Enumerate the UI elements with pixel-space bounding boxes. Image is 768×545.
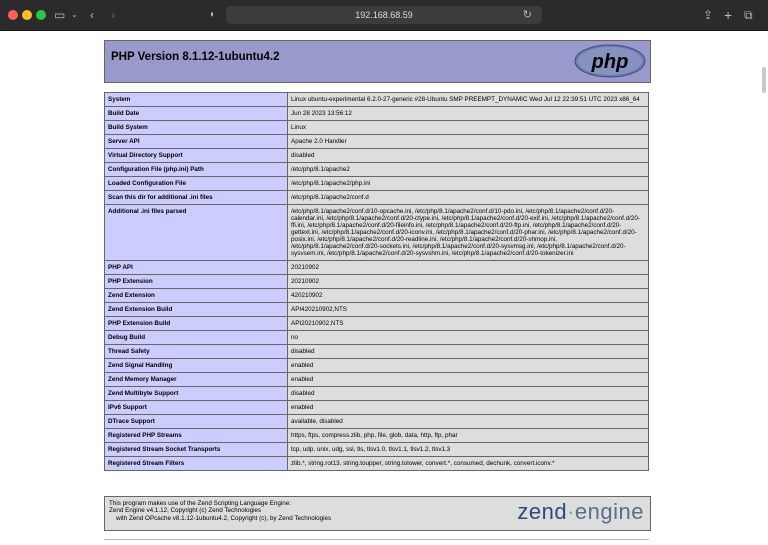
address-bar[interactable] xyxy=(226,6,542,24)
table-row xyxy=(105,135,649,149)
table-row xyxy=(105,93,649,107)
table-row xyxy=(105,457,649,471)
row-value: tcp, udp, unix, udg, ssl, tls, tlsv1.0, tlsv1.1, tlsv1.2, tlsv1.3 xyxy=(288,443,649,457)
close-window-button[interactable] xyxy=(8,10,18,20)
row-value: 420210902 xyxy=(288,289,649,303)
row-label: Loaded Configuration File xyxy=(105,177,288,191)
php-logo-icon xyxy=(574,44,646,78)
row-label: Registered Stream Socket Transports xyxy=(105,443,288,457)
row-label: Configuration File (php.ini) Path xyxy=(105,163,288,177)
row-label: Scan this dir for additional .ini files xyxy=(105,191,288,205)
scrollbar[interactable] xyxy=(762,67,766,93)
row-value: /etc/php/8.1/apache2/php.ini xyxy=(288,177,649,191)
row-label: Debug Build xyxy=(105,331,288,345)
row-label: PHP API xyxy=(105,261,288,275)
row-value: Linux ubuntu-experimental 6.2.0-27-generic #28-Ubuntu SMP PREEMPT_DYNAMIC Wed Jul 12 22:39:51 UTC 2023 x86_64 xyxy=(288,93,649,107)
row-label: Zend Signal Handling xyxy=(105,359,288,373)
table-row xyxy=(105,205,649,261)
row-label: Thread Safety xyxy=(105,345,288,359)
row-label: Additional .ini files parsed xyxy=(105,205,288,261)
row-label: Zend Multibyte Support xyxy=(105,387,288,401)
row-value: zlib.*, string.rot13, string.toupper, string.tolower, convert.*, consumed, dechunk, convert.iconv.* xyxy=(288,457,649,471)
share-icon[interactable]: ⇪ xyxy=(703,8,714,22)
table-row xyxy=(105,443,649,457)
table-row xyxy=(105,191,649,205)
table-row xyxy=(105,401,649,415)
row-value: API420210902,NTS xyxy=(288,303,649,317)
table-row xyxy=(105,317,649,331)
row-value: disabled xyxy=(288,345,649,359)
zend-credits-text xyxy=(109,500,331,522)
row-label: Registered Stream Filters xyxy=(105,457,288,471)
privacy-shield-icon[interactable]: ◑ xyxy=(208,9,215,20)
chevron-down-icon[interactable]: ⌄ xyxy=(71,10,78,19)
table-row xyxy=(105,149,649,163)
row-value: available, disabled xyxy=(288,415,649,429)
row-value: 20210902 xyxy=(288,275,649,289)
zend-logo-word: zend xyxy=(517,499,568,524)
engine-logo-word: engine xyxy=(574,499,644,524)
row-value: Jun 28 2023 13:56:12 xyxy=(288,107,649,121)
table-row xyxy=(105,107,649,121)
zoom-window-button[interactable] xyxy=(36,10,46,20)
zend-line-1: This program makes use of the Zend Scripting Language Engine: xyxy=(109,500,292,507)
row-value: disabled xyxy=(288,387,649,401)
row-value: Apache 2.0 Handler xyxy=(288,135,649,149)
row-value: /etc/php/8.1/apache2 xyxy=(288,163,649,177)
phpinfo-table xyxy=(104,92,649,471)
table-row xyxy=(105,429,649,443)
row-label: Build System xyxy=(105,121,288,135)
page-title: PHP Version 8.1.12-1ubuntu4.2 xyxy=(111,51,280,63)
zend-line-2: Zend Engine v4.1.12, Copyright (c) Zend Technologies xyxy=(109,507,262,515)
forward-button[interactable]: › xyxy=(111,8,115,22)
table-row xyxy=(105,415,649,429)
zend-engine-logo: zend·engine xyxy=(517,499,644,524)
table-row xyxy=(105,387,649,401)
back-button[interactable]: ‹ xyxy=(90,8,94,22)
table-row xyxy=(105,275,649,289)
row-value: https, ftps, compress.zlib, php, file, glob, data, http, ftp, phar xyxy=(288,429,649,443)
table-row xyxy=(105,303,649,317)
row-value: Linux xyxy=(288,121,649,135)
row-value: enabled xyxy=(288,401,649,415)
browser-toolbar xyxy=(0,0,768,31)
row-label: PHP Extension xyxy=(105,275,288,289)
row-label: Zend Extension xyxy=(105,289,288,303)
zend-line-3: with Zend OPcache v8.1.12-1ubuntu4.2, Copyright (c), by Zend Technologies xyxy=(116,514,332,522)
table-row xyxy=(105,289,649,303)
new-tab-button[interactable]: + xyxy=(724,7,733,23)
php-logo-text: php xyxy=(591,51,629,73)
row-value: enabled xyxy=(288,373,649,387)
row-label: PHP Extension Build xyxy=(105,317,288,331)
row-value: /etc/php/8.1/apache2/conf.d/10-opcache.ini, /etc/php/8.1/apache2/conf.d/10-pdo.ini, /etc/php/8.1/apache2/conf.d/20-calendar.ini, /etc/php/8.1/apache2/conf.d/20-ctype.ini, /etc/php/8.1/apache2/conf.d/20-exif.ini, /etc/php/8.1/apache2/conf.d/20-ffi.ini, /etc/php/8.1/apache2/conf.d/20-fileinfo.ini, /etc/php/8.1/apache2/conf.d/20-ftp.ini, /etc/php/8.1/apache2/conf.d/20-gettext.ini, /etc/php/8.1/apache2/conf.d/20-iconv.ini, /etc/php/8.1/apache2/conf.d/20-phar.ini, /etc/php/8.1/apache2/conf.d/20-posix.ini, /etc/php/8.1/apache2/conf.d/20-readline.ini, /etc/php/8.1/apache2/conf.d/20-shmop.ini, /etc/php/8.1/apache2/conf.d/20-sockets.ini, /etc/php/8.1/apache2/conf.d/20-sysvmsg.ini, /etc/php/8.1/apache2/conf.d/20-sysvsem.ini, /etc/php/8.1/apache2/conf.d/20-sysvshm.ini, /etc/php/8.1/apache2/conf.d/20-tokenizer.ini xyxy=(288,205,649,261)
row-value: no xyxy=(288,331,649,345)
table-row xyxy=(105,331,649,345)
row-value: disabled xyxy=(288,149,649,163)
table-row xyxy=(105,163,649,177)
row-value: 20210902 xyxy=(288,261,649,275)
zend-credits xyxy=(104,496,651,531)
phpinfo-header xyxy=(104,40,651,83)
row-label: Registered PHP Streams xyxy=(105,429,288,443)
table-row xyxy=(105,373,649,387)
row-label: DTrace Support xyxy=(105,415,288,429)
row-value: API20210902,NTS xyxy=(288,317,649,331)
row-label: Virtual Directory Support xyxy=(105,149,288,163)
row-label: System xyxy=(105,93,288,107)
row-label: Server API xyxy=(105,135,288,149)
row-label: Zend Extension Build xyxy=(105,303,288,317)
table-row xyxy=(105,177,649,191)
row-label: IPv6 Support xyxy=(105,401,288,415)
tab-overview-icon[interactable]: ⧉ xyxy=(744,8,753,22)
reload-icon[interactable]: ↻ xyxy=(522,9,532,21)
sidebar-icon[interactable]: ▭ xyxy=(54,8,66,22)
table-row xyxy=(105,345,649,359)
row-label: Build Date xyxy=(105,107,288,121)
divider xyxy=(104,539,649,540)
address-text: 192.168.68.59 xyxy=(355,10,413,20)
page-content xyxy=(0,31,768,545)
row-label: Zend Memory Manager xyxy=(105,373,288,387)
table-row xyxy=(105,359,649,373)
table-row xyxy=(105,121,649,135)
minimize-window-button[interactable] xyxy=(22,10,32,20)
row-value: enabled xyxy=(288,359,649,373)
table-row xyxy=(105,261,649,275)
row-value: /etc/php/8.1/apache2/conf.d xyxy=(288,191,649,205)
